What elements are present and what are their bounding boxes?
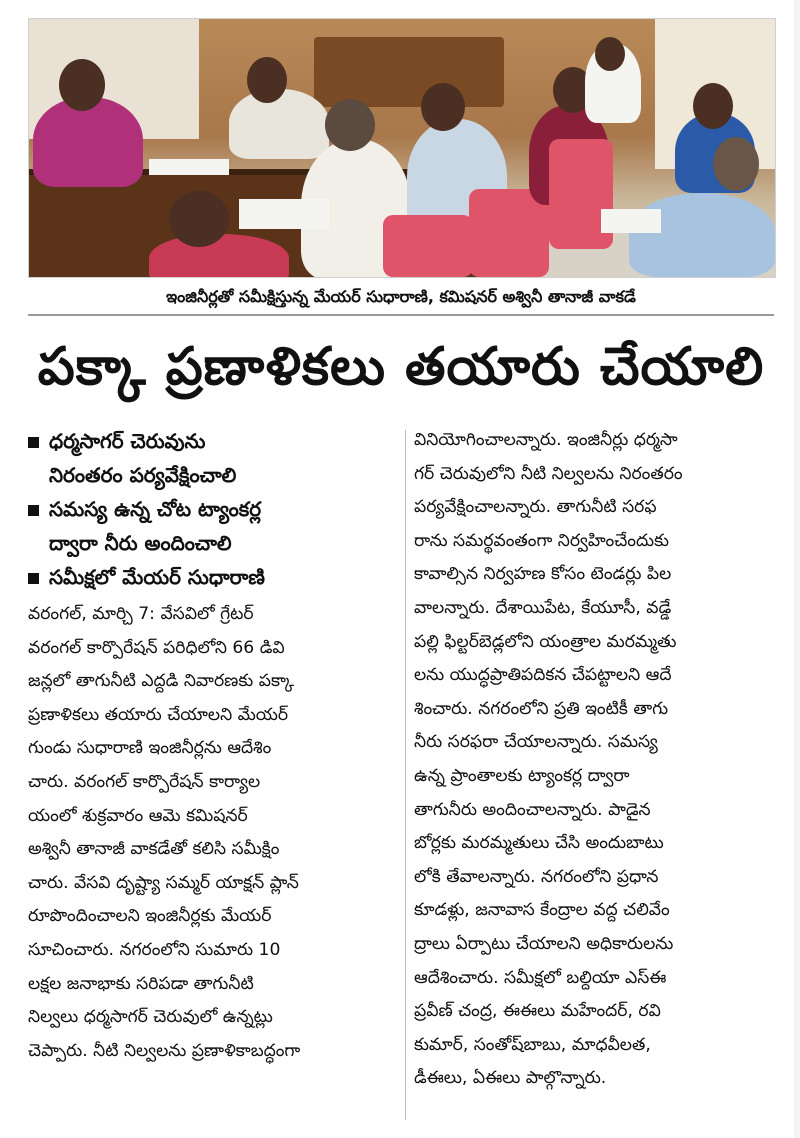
- body-line: సూచించారు. నగరంలోని సుమారు 10: [28, 939, 281, 960]
- body-line: రాను సమర్థవంతంగా నిర్వహించేందుకు: [414, 530, 669, 551]
- body-line: చెప్పారు. నీటి నిల్వలను ప్రణాళికాబద్ధంగా: [28, 1040, 301, 1061]
- body-line: కుమార్, సంతోష్‌బాబు, మాధవీలత,: [414, 1034, 651, 1055]
- body-line: వాలన్నారు. దేశాయిపేట, కేయూసీ, వడ్డే: [414, 597, 672, 618]
- photo-person: [33, 97, 143, 187]
- photo-person-head: [713, 137, 759, 191]
- body-line: కావాల్సిన నిర్వహణ కోసం టెండర్లు పిల: [414, 564, 672, 585]
- square-bullet-icon: [28, 505, 39, 516]
- body-line: రూపొందించాలని ఇంజినీర్లకు మేయర్: [28, 906, 272, 927]
- photo-caption: ఇంజినీర్లతో సమీక్షిస్తున్న మేయర్ సుధారాణి, కమిషనర్ అశ్వినీ తానాజీ వాకడే: [166, 287, 636, 306]
- photo-paper: [601, 209, 661, 233]
- body-line: లను యుద్ధప్రాతిపదికన చేపట్టాలని ఆదే: [414, 665, 672, 686]
- body-line: వినియోగించాలన్నారు. ఇంజినీర్లు ధర్మసా: [414, 430, 678, 450]
- highlight-text: ద్వారా నీరు అందించాలి: [49, 531, 232, 555]
- caption-divider: [28, 314, 774, 316]
- body-line: ద్రాలు ఏర్పాటు చేయాలని అధికారులను: [414, 933, 674, 954]
- body-line: యంలో శుక్రవారం ఆమె కమిషనర్: [28, 805, 248, 826]
- highlight-item: [28, 492, 400, 526]
- photo-paper: [149, 159, 229, 175]
- photo-person: [149, 234, 289, 278]
- square-bullet-icon: [28, 573, 39, 584]
- body-line: నిల్వలు ధర్మసాగర్ చెరువులో ఉన్నట్లు: [28, 1007, 273, 1028]
- body-line: ప్రవీణ్ చంద్ర, ఈఈలు మహేందర్, రవి: [414, 1001, 661, 1022]
- highlight-item: [28, 560, 400, 594]
- page-edge: [794, 0, 800, 1138]
- body-line: గుండు సుధారాణి ఇంజినీర్లను ఆదేశిం: [28, 738, 272, 759]
- headline: పక్కా ప్రణాళికలు తయారు చేయాలి: [37, 337, 765, 397]
- square-bullet-icon: [28, 437, 39, 448]
- photo-paper: [239, 199, 329, 229]
- photo-chair: [383, 215, 473, 277]
- highlight-text: ధర్మసాగర్ చెరువును: [49, 429, 206, 453]
- highlight-text: నిరంతరం పర్యవేక్షించాలి: [49, 463, 237, 487]
- photo-shelf: [314, 37, 504, 107]
- column-divider: [405, 430, 406, 1120]
- photo-person-head: [247, 57, 287, 103]
- body-line: వరంగల్, మార్చి 7: వేసవిలో గ్రేటర్: [28, 604, 254, 624]
- photo-person-head: [325, 99, 375, 151]
- body-line: తాగునీరు అందించాలన్నారు. పాడైన: [414, 799, 651, 820]
- highlight-text: సమీక్షలో మేయర్ సుధారాణి: [49, 565, 265, 589]
- body-line: ప్రణాళికలు తయారు చేయాలని మేయర్: [28, 704, 289, 725]
- photo-person-head: [693, 83, 733, 129]
- highlight-item: [28, 424, 400, 458]
- highlight-text: సమస్య ఉన్న చోట ట్యాంకర్ల: [49, 497, 262, 521]
- body-line: ఆదేశించారు. సమీక్షలో బల్దియా ఎస్ఈ: [414, 967, 667, 988]
- body-line: ఉన్న ప్రాంతాలకు ట్యాంకర్ల ద్వారా: [414, 765, 630, 786]
- meeting-photo: [28, 18, 776, 278]
- photo-person-head: [59, 59, 105, 111]
- body-line: లోకి తేవాలన్నారు. నగరంలోని ప్రధాన: [414, 866, 659, 887]
- body-line: చారు. వరంగల్ కార్పొరేషన్ కార్యాల: [28, 771, 261, 792]
- photo-person-head: [169, 191, 229, 247]
- body-line: బోర్లకు మరమ్మతులు చేసి అందుబాటు: [414, 833, 664, 854]
- body-line: జన్లలో తాగునీటి ఎద్దడి నివారణకు పక్కా: [28, 671, 295, 692]
- article-body-right: [414, 424, 776, 1096]
- article-column-right: [414, 424, 776, 1124]
- article-body-left: [28, 598, 400, 1068]
- photo-person-head: [595, 37, 625, 71]
- photo-person: [629, 193, 775, 277]
- article-column-left: [28, 424, 400, 1124]
- body-line: గర్ చెరువులోని నీటి నిల్వలను నిరంతరం: [414, 463, 683, 484]
- photo-person: [229, 89, 329, 159]
- body-line: నీరు సరఫరా చేయాలన్నారు. సమస్య: [414, 732, 658, 753]
- body-line: శించారు. నగరంలోని ప్రతి ఇంటికీ తాగు: [414, 698, 669, 719]
- body-line: అశ్వినీ తానాజీ వాకడేతో కలిసి సమీక్షిం: [28, 839, 280, 860]
- body-line: డీఈలు, ఏఈలు పాల్గొన్నారు.: [414, 1068, 607, 1089]
- body-line: కూడళ్లు, జనావాస కేంద్రాల వద్ద చలివేం: [414, 900, 670, 921]
- body-line: పల్లి ఫిల్టర్‌బెడ్లలోని యంత్రాల మరమ్మతు: [414, 631, 677, 652]
- photo-person-head: [421, 83, 465, 131]
- body-line: చారు. వేసవి దృష్ట్యా సమ్మర్ యాక్షన్ ప్లాన్: [28, 872, 299, 893]
- body-line: వరంగల్ కార్పొరేషన్ పరిధిలోని 66 డివి: [28, 637, 285, 658]
- body-line: లక్షల జనాభాకు సరిపడా తాగునీటి: [28, 973, 254, 994]
- body-line: పర్యవేక్షించాలన్నారు. తాగునీటి సరఫ: [414, 497, 657, 518]
